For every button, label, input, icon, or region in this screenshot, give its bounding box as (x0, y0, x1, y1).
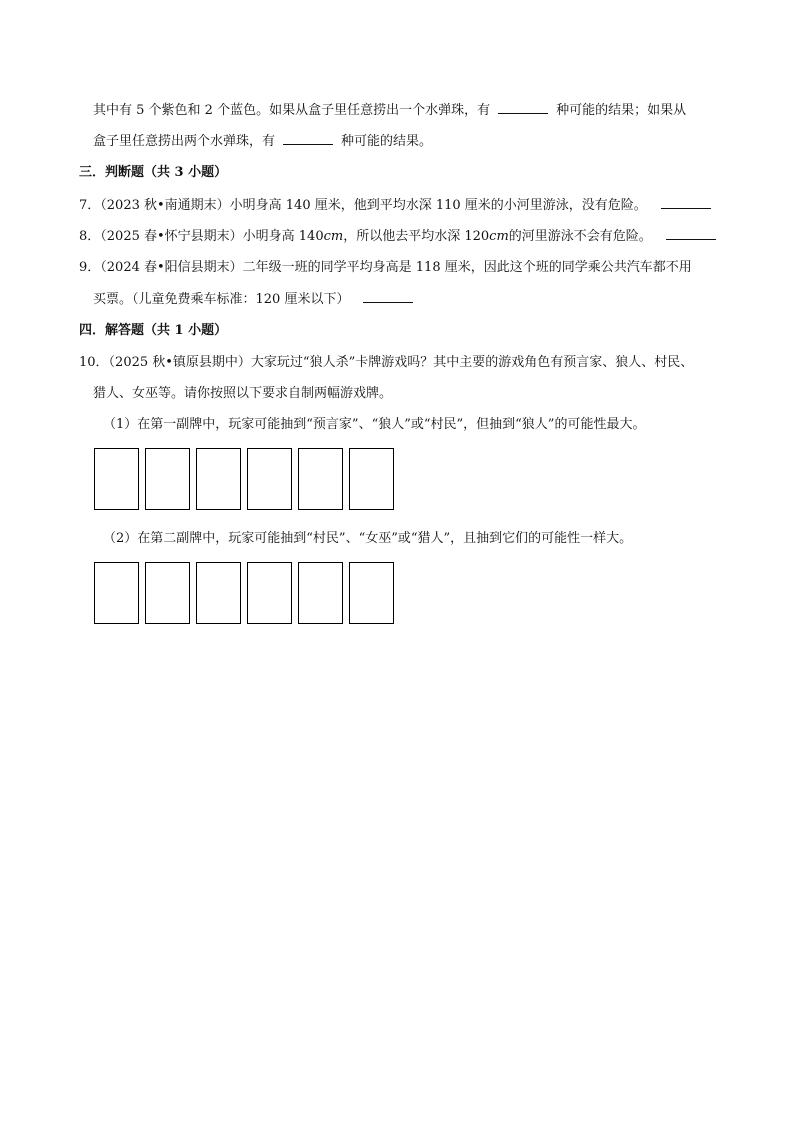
deck-1-card-2[interactable] (145, 448, 190, 510)
q10-part1: （1）在第一副牌中，玩家可能抽到“预言家”、“狼人”或“村民”，但抽到“狼人”的可能性最大。 (103, 417, 646, 432)
q6-answer-blank-2[interactable] (283, 132, 333, 145)
q9-line2 (93, 290, 421, 309)
deck-2-cards (94, 562, 394, 624)
q9-answer-blank[interactable] (363, 290, 413, 303)
section-3-title: 三．判断题（共 3 小题） (79, 165, 228, 180)
q8-text-c: 的河里游泳不会有危险。 (508, 229, 652, 244)
deck-1-card-3[interactable] (196, 448, 241, 510)
q8 (79, 227, 724, 246)
q9-line1: 9．（2024 春•阳信县期末）二年级一班的同学平均身高是 118 厘米，因此这个班的同学乘公共汽车都不用 (79, 260, 692, 275)
deck-1-card-1[interactable] (94, 448, 139, 510)
q6-line1 (93, 101, 686, 120)
q6-text-d: 种可能的结果。 (341, 134, 433, 149)
q6-text-a: 其中有 5 个紫色和 2 个蓝色。如果从盒子里任意捞出一个水弹珠，有 (93, 103, 491, 118)
q8-unit-1: cm (323, 229, 344, 244)
q7-answer-blank[interactable] (661, 196, 711, 209)
q8-unit-2: cm (489, 229, 509, 244)
q6-text-c: 盒子里任意捞出两个水弹珠，有 (93, 134, 276, 149)
deck-2-card-3[interactable] (196, 562, 241, 624)
q9-text: 买票。（儿童免费乘车标准：120 厘米以下） (93, 292, 350, 307)
deck-2-card-5[interactable] (298, 562, 343, 624)
deck-1-card-6[interactable] (349, 448, 394, 510)
deck-2-card-4[interactable] (247, 562, 292, 624)
q7-text: 7．（2023 秋•南通期末）小明身高 140 厘米，他到平均水深 110 厘米的小河里游泳，没有危险。 (79, 198, 647, 213)
deck-1-card-5[interactable] (298, 448, 343, 510)
q10-line2: 猎人、女巫等。请你按照以下要求自制两幅游戏牌。 (93, 386, 393, 401)
q10-part2: （2）在第二副牌中，玩家可能抽到“村民”、“女巫”或“猎人”，且抽到它们的可能性一样大。 (103, 531, 633, 546)
q8-text-a: 8．（2025 春•怀宁县期末）小明身高 140 (79, 229, 324, 244)
section-4-title: 四．解答题（共 1 小题） (79, 323, 228, 338)
deck-1-cards (94, 448, 394, 510)
q8-text-b: ，所以他去平均水深 120 (343, 229, 490, 244)
q6-text-b: 种可能的结果；如果从 (556, 103, 687, 118)
q6-answer-blank-1[interactable] (498, 101, 548, 114)
q6-line2 (93, 132, 432, 151)
q8-answer-blank[interactable] (666, 227, 716, 240)
q7 (79, 196, 719, 215)
deck-1-card-4[interactable] (247, 448, 292, 510)
q10-line1: 10．（2025 秋•镇原县期中）大家玩过“狼人杀”卡牌游戏吗？其中主要的游戏角色有预言家、狼人、村民、 (79, 355, 694, 370)
deck-2-card-1[interactable] (94, 562, 139, 624)
deck-2-card-2[interactable] (145, 562, 190, 624)
deck-2-card-6[interactable] (349, 562, 394, 624)
